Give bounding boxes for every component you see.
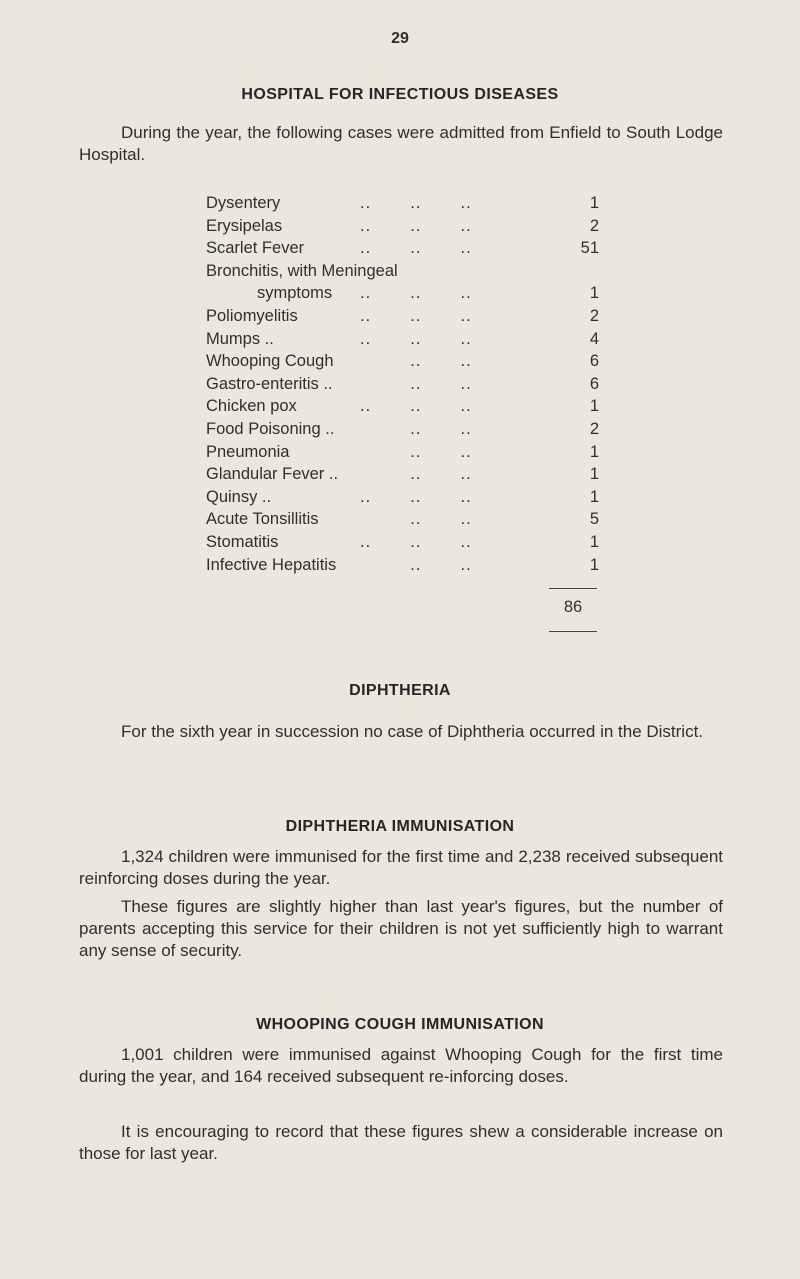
diphtheria-text-body: For the sixth year in succession no case of Diphtheria occurred in the District. (121, 722, 704, 741)
table-row (206, 508, 601, 531)
disease-label: Gastro-enteritis .. (206, 374, 333, 393)
table-row (206, 373, 601, 396)
disease-label: Dysentery (206, 194, 281, 212)
table-row (206, 418, 601, 441)
case-count: 1 (589, 194, 599, 212)
table-row (206, 215, 601, 238)
table-row (206, 395, 601, 418)
dot-leader: .. .. (360, 374, 472, 393)
hospital-heading: HOSPITAL FOR INFECTIOUS DISEASES (241, 86, 559, 103)
diphtheria-immunisation-p1 (79, 846, 723, 890)
dot-leader: .. .. .. (360, 397, 472, 416)
table-row (206, 486, 601, 509)
disease-label: symptoms (257, 284, 333, 303)
dot-leader: .. .. (360, 510, 472, 529)
case-count: 1 (589, 555, 599, 574)
dot-leader: .. .. .. (360, 487, 472, 506)
disease-label: Stomatitis (206, 532, 279, 551)
case-count: 1 (589, 442, 599, 461)
case-count: 2 (589, 216, 599, 235)
disease-label: Poliomyelitis (206, 306, 298, 325)
disease-label: Bronchitis, with Meningeal (206, 261, 398, 280)
table-row (206, 282, 601, 305)
total-rule-bottom (549, 631, 597, 632)
table-row (206, 192, 601, 215)
disease-label: Chicken pox (206, 397, 297, 416)
case-count: 1 (589, 532, 599, 551)
table-row (206, 463, 601, 486)
table-row (206, 350, 601, 373)
case-count: 6 (589, 374, 599, 393)
disease-label: Scarlet Fever (206, 239, 305, 258)
whooping-immunisation-p1 (79, 1044, 723, 1088)
dot-leader: .. .. (360, 465, 472, 484)
case-count: 51 (580, 239, 599, 258)
case-count: 6 (589, 352, 599, 371)
whooping-immunisation-p1-text: 1,001 children were immunised against Whooping Cough for the first time during the year, and 164 received subsequent re-inforcing doses. (79, 1045, 723, 1086)
dot-leader: .. .. .. (360, 239, 472, 258)
hospital-intro (79, 122, 723, 166)
disease-label: Food Poisoning .. (206, 419, 335, 438)
dot-leader: .. .. .. (360, 284, 472, 303)
dot-leader: .. .. .. (360, 216, 472, 235)
case-count: 2 (589, 419, 599, 438)
dot-leader: .. .. (360, 555, 472, 574)
case-count: 1 (589, 284, 599, 303)
disease-label: Pneumonia (206, 442, 290, 461)
table-row (206, 237, 601, 260)
diphtheria-immunisation-p1-text: 1,324 children were immunised for the first time and 2,238 received subsequent reinforcing doses during the year. (79, 847, 723, 888)
diphtheria-immunisation-p2 (79, 896, 723, 962)
case-count: 1 (589, 397, 599, 416)
hospital-intro-text: During the year, the following cases were admitted from Enfield to South Lodge Hospital. (79, 123, 723, 164)
table-row (206, 305, 601, 328)
disease-label: Quinsy .. (206, 487, 272, 506)
case-count: 2 (589, 306, 599, 325)
diphtheria-immunisation-p2-text: These figures are slightly higher than last year's figures, but the number of parents accepting this service for their children is not yet sufficiently high to warrant any sense of security. (79, 897, 723, 960)
table-row (206, 441, 601, 464)
diphtheria-text (79, 721, 723, 743)
whooping-immunisation-p2-text: It is encouraging to record that these figures shew a considerable increase on those for last year. (79, 1122, 723, 1163)
table-row (206, 531, 601, 554)
disease-label: Mumps .. (206, 329, 274, 348)
whooping-immunisation-p2 (79, 1121, 723, 1165)
disease-label: Infective Hepatitis (206, 555, 337, 574)
diphtheria-heading: DIPHTHERIA (349, 682, 451, 699)
case-count: 5 (589, 510, 599, 529)
disease-label: Glandular Fever .. (206, 465, 339, 484)
case-count: 1 (589, 465, 599, 484)
diphtheria-immunisation-heading: DIPHTHERIA IMMUNISATION (285, 818, 515, 835)
dot-leader: .. .. (360, 442, 472, 461)
case-count: 4 (589, 329, 599, 348)
dot-leader: .. .. .. (360, 194, 472, 212)
dot-leader: .. .. .. (360, 329, 472, 348)
page-number: 29 (391, 30, 409, 47)
admissions-total: 86 (563, 598, 583, 616)
whooping-immunisation-heading: WHOOPING COUGH IMMUNISATION (256, 1016, 544, 1033)
table-row (206, 554, 601, 577)
table-row (206, 328, 601, 351)
disease-label: Acute Tonsillitis (206, 510, 319, 529)
dot-leader: .. .. (360, 352, 472, 371)
admissions-table (206, 192, 601, 576)
dot-leader: .. .. (360, 419, 472, 438)
disease-label: Erysipelas (206, 216, 283, 235)
table-row (206, 260, 601, 283)
total-rule-top (549, 588, 597, 589)
case-count: 1 (589, 487, 599, 506)
dot-leader: .. .. .. (360, 306, 472, 325)
dot-leader: .. .. .. (360, 532, 472, 551)
disease-label: Whooping Cough (206, 352, 334, 371)
